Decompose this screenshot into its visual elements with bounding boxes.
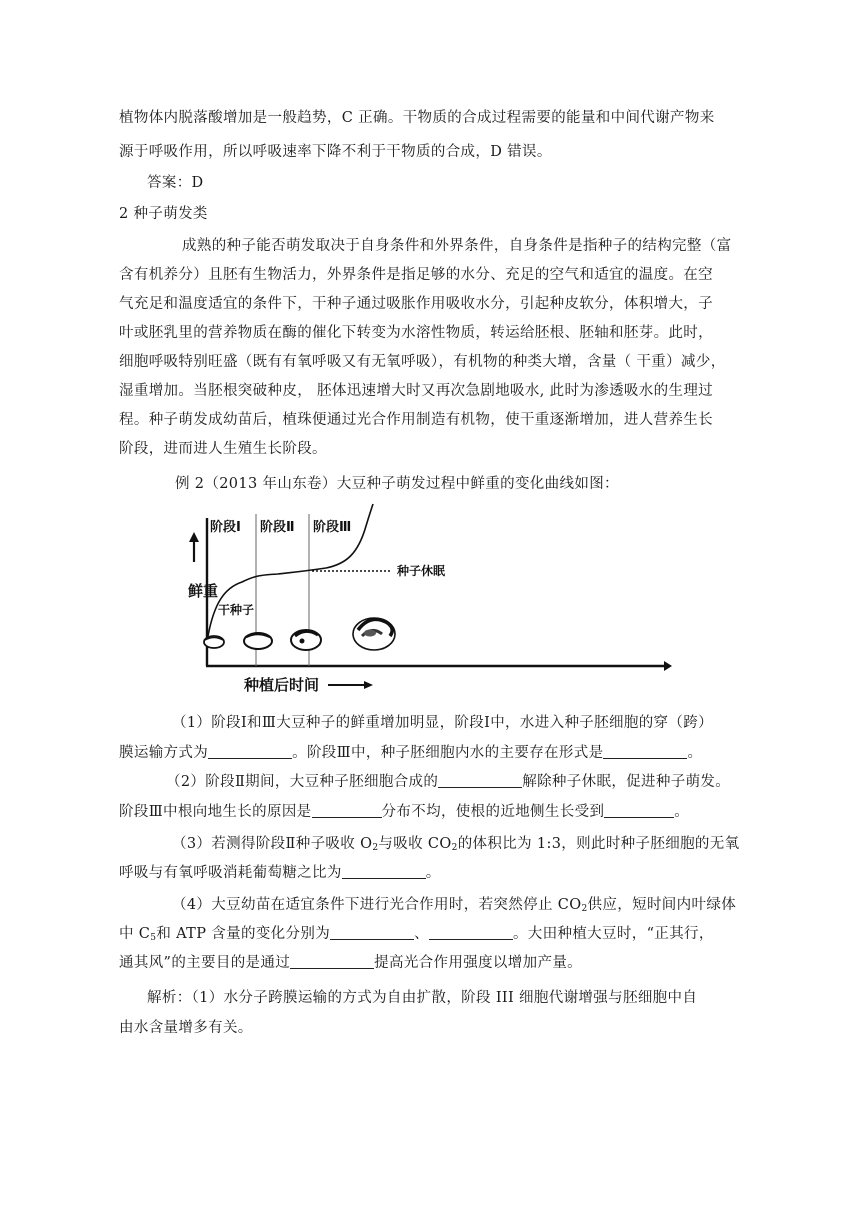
seed-illustration-3 — [291, 630, 321, 650]
question-text: 通其风”的主要目的是通过 — [119, 955, 291, 971]
paragraph-line: 成熟的种子能否萌发取决于自身条件和外界条件，自身条件是指种子的结构完整（富 — [182, 238, 732, 254]
question-3-line-1 — [172, 834, 739, 854]
answer-blank[interactable] — [438, 772, 522, 788]
question-text: 。阶段Ⅲ中，种子胚细胞内水的主要存在形式是 — [292, 745, 604, 761]
x-axis-arrow-icon — [664, 661, 672, 671]
question-text: 。 — [674, 804, 690, 820]
question-text: 。 — [425, 865, 441, 881]
question-text: 膜运输方式为 — [119, 745, 209, 761]
stage-2-label: 阶段Ⅱ — [260, 520, 295, 535]
question-2-line-1 — [166, 772, 730, 792]
answer-blank[interactable] — [603, 743, 687, 759]
subscript: 2 — [372, 843, 379, 853]
question-text: （3）若测得阶段Ⅱ种子吸收 O — [172, 836, 373, 852]
answer-blank[interactable] — [330, 924, 414, 940]
paragraph-line: 植物体内脱落酸增加是一般趋势，C 正确。干物质的合成过程需要的能量和中间代谢产物来 — [119, 110, 715, 126]
stage-1-label: 阶段Ⅰ — [210, 520, 241, 535]
x-axis-label-arrow-icon — [364, 681, 373, 689]
seed-illustration-4 — [353, 618, 395, 650]
question-text: 供应，短时间内叶绿体 — [587, 897, 737, 913]
seed-illustration-2 — [244, 633, 272, 649]
example-title: 例 2（2013 年山东卷）大豆种子萌发过程中鲜重的变化曲线如图： — [175, 476, 619, 492]
paragraph-line: 细胞呼吸特别旺盛（既有有氧呼吸又有无氧呼吸），有机物的种类大增，含量（ 干重）减少， — [119, 354, 726, 370]
paragraph-line: 阶段，进而进人生殖生长阶段。 — [119, 441, 327, 457]
question-1-line-2 — [119, 743, 702, 763]
question-text: 阶段Ⅲ中根向地生长的原因是 — [119, 804, 312, 820]
question-4-line-1 — [172, 895, 736, 915]
paragraph-line: 湿重增加。当胚根突破种皮， 胚体迅速增大时又再次急剧地吸水, 此时为渗透吸水的生理过 — [119, 383, 714, 399]
question-text: 和 ATP 含量的变化分别为 — [156, 926, 331, 942]
question-text: 、 — [414, 926, 429, 942]
analysis-line-2: 由水含量增多有关。 — [119, 1020, 253, 1036]
question-text: 解除种子休眠，促进种子萌发。 — [522, 774, 731, 790]
analysis-line-1: 解析：（1）水分子跨膜运输的方式为自由扩散，阶段 III 细胞代谢增强与胚细胞中自 — [147, 990, 698, 1006]
question-text: 呼吸与有氧呼吸消耗葡萄糖之比为 — [119, 865, 342, 881]
question-4-line-3 — [119, 953, 582, 973]
answer-line: 答案：D — [147, 175, 204, 191]
question-2-line-2 — [119, 802, 689, 822]
question-text: 。大田种植大豆时，“正其行， — [512, 926, 714, 942]
subscript: 5 — [150, 933, 157, 943]
dormancy-label: 种子休眠 — [397, 564, 446, 578]
paragraph-line: 程。种子萌发成幼苗后，植珠便通过光合作用制造有机物，使干重逐渐增加，进人营养生长 — [119, 412, 713, 428]
paragraph-line: 含有机养分）且胚有生物活力，外界条件是指足够的水分、充足的空气和适宜的温度。在空 — [119, 267, 713, 283]
answer-blank[interactable] — [604, 802, 674, 818]
dry-seed-label: 干种子 — [218, 603, 255, 617]
question-text: （4）大豆幼苗在适宜条件下进行光合作用时，若突然停止 CO — [172, 897, 582, 913]
y-axis-label — [188, 582, 218, 600]
question-text: 提高光合作用强度以增加产量。 — [374, 955, 583, 971]
question-text: （2）阶段Ⅱ期间，大豆种子胚细胞合成的 — [166, 774, 439, 790]
stage-3-label: 阶段Ⅲ — [313, 520, 352, 535]
answer-blank[interactable] — [290, 953, 374, 969]
subscript: 2 — [581, 904, 588, 914]
question-text: 分布不均，使根的近地侧生长受到 — [381, 804, 605, 820]
question-text: 中 C — [119, 926, 151, 942]
seed-illustration-1 — [204, 636, 224, 648]
y-axis-label-arrow-icon — [189, 532, 199, 542]
question-text: 的体积比为 1:3，则此时种子胚细胞的无氧 — [457, 836, 740, 852]
question-text: 。 — [687, 745, 703, 761]
question-4-line-2 — [119, 924, 714, 944]
y-axis-label-text: 鲜重 — [188, 582, 219, 600]
answer-blank[interactable] — [429, 924, 513, 940]
paragraph-line: 源于呼吸作用，所以呼吸速率下降不利于干物质的合成，D 错误。 — [119, 144, 552, 160]
seed-embryo-dot — [300, 639, 305, 644]
paragraph-line: 气充足和温度适宜的条件下，干种子通过吸胀作用吸收水分，引起种皮软分，体积增大，子 — [119, 296, 713, 312]
section-heading: 2 种子萌发类 — [119, 206, 208, 222]
paragraph-line: 叶或胚乳里的营养物质在酶的催化下转变为水溶性物质，转运给胚根、胚轴和胚芽。此时， — [119, 325, 713, 341]
question-text: 与吸收 CO — [378, 836, 452, 852]
seed-fresh-weight-figure — [186, 496, 674, 700]
answer-blank[interactable] — [312, 802, 382, 818]
x-axis-label: 种植后时间 — [244, 676, 320, 694]
subscript: 2 — [451, 843, 458, 853]
answer-blank[interactable] — [208, 743, 292, 759]
answer-blank[interactable] — [342, 863, 426, 879]
question-3-line-2 — [119, 863, 441, 883]
seedling-cotyledon — [364, 630, 376, 637]
question-1-line-1: （1）阶段Ⅰ和Ⅲ大豆种子的鲜重增加明显，阶段Ⅰ中，水进入种子胚细胞的穿（跨） — [172, 715, 713, 731]
fresh-weight-curve-diagram — [186, 496, 674, 700]
